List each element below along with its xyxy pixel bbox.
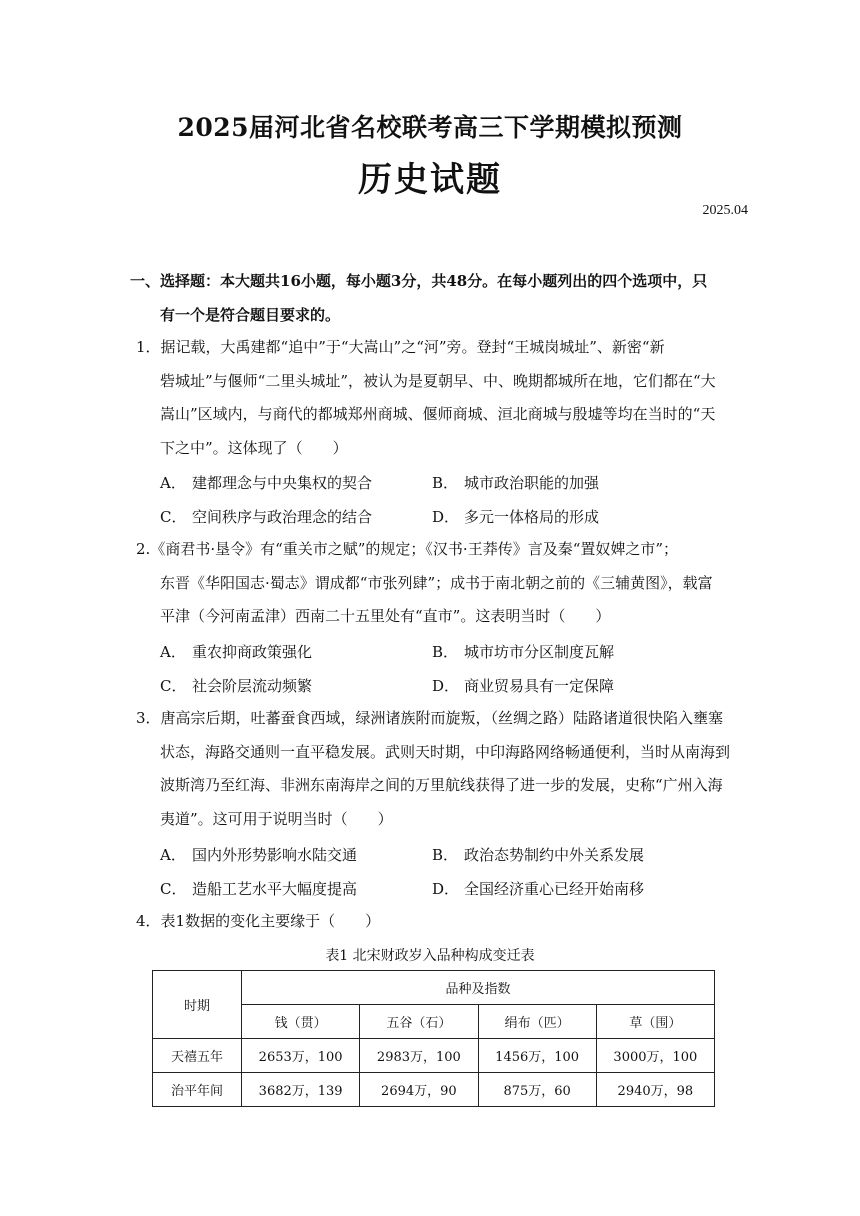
option-text: 空间秩序与政治理念的结合 [192, 508, 373, 526]
period-cell: 天禧五年 [153, 1039, 242, 1073]
exam-date: 2025.04 [702, 203, 748, 218]
option-letter: B． [432, 846, 459, 864]
section-heading [130, 264, 750, 332]
group-header: 品种及指数 [242, 971, 715, 1005]
section-heading-line-1: 一、选择题：本大题共16小题，每小题3分，共48分。在每小题列出的四个选项中，只 [130, 272, 708, 290]
question-3 [136, 702, 736, 836]
option-d[interactable] [432, 878, 644, 899]
option-letter: A． [160, 643, 186, 661]
option-text: 造船工艺水平大幅度提高 [192, 880, 358, 898]
table-cell: 2940万，98 [596, 1073, 714, 1107]
option-letter: D． [432, 880, 460, 898]
option-c[interactable] [160, 675, 312, 696]
option-a[interactable] [160, 641, 312, 662]
table-header-row [153, 971, 715, 1005]
table-row [153, 1073, 715, 1107]
question-1 [136, 331, 736, 465]
period-cell: 治平年间 [153, 1073, 242, 1107]
question-number: 3． [136, 709, 161, 727]
option-text: 城市政治职能的加强 [464, 474, 600, 492]
option-letter: B． [432, 474, 459, 492]
column-header: 绢布（匹） [478, 1005, 596, 1039]
question-text-line: 嵩山”区域内，与商代的都城郑州商城、偃师商城、洹北商城与殷墟等均在当时的“天 [160, 405, 716, 423]
option-letter: C． [160, 880, 187, 898]
question-text-line: 唐高宗后期，吐蕃蚕食西域，绿洲诸族附而旋叛，（丝绸之路）陆路诸道很快陷入壅塞 [160, 709, 724, 727]
question-4 [136, 905, 736, 939]
question-text-line: 平津（今河南孟津）西南二十五里处有“直市”。这表明当时（ ） [160, 607, 611, 625]
table-caption: 表1 北宋财政岁入品种构成变迁表 [325, 948, 535, 964]
question-text-line: 据记载，大禹建都“追中”于“大嵩山”之“河”旁。登封“王城岗城址”、新密“新 [160, 338, 665, 356]
period-header: 时期 [153, 971, 242, 1039]
table-cell: 2653万，100 [242, 1039, 360, 1073]
table-cell: 2694万，90 [360, 1073, 478, 1107]
question-number: 2. [136, 540, 151, 558]
data-table [152, 970, 715, 1107]
option-letter: A． [160, 846, 186, 864]
option-text: 政治态势制约中外关系发展 [464, 846, 645, 864]
exam-subject-title: 历史试题 [358, 160, 502, 200]
question-text-line: 《商君书·垦令》有“重关市之赋”的规定；《汉书·王莽传》言及秦“置奴婢之市”； [150, 540, 679, 558]
option-letter: A． [160, 474, 186, 492]
option-text: 社会阶层流动频繁 [192, 677, 313, 695]
option-a[interactable] [160, 472, 372, 493]
table-cell: 2983万，100 [360, 1039, 478, 1073]
option-c[interactable] [160, 878, 357, 899]
column-header: 五谷（石） [360, 1005, 478, 1039]
question-2 [136, 533, 736, 634]
question-text-line: 砦城址”与偃师“二里头城址”，被认为是夏朝早、中、晚期都城所在地，它们都在“大 [160, 371, 716, 390]
option-c[interactable] [160, 506, 372, 527]
option-text: 全国经济重心已经开始南移 [464, 880, 645, 898]
column-header: 草（围） [596, 1005, 714, 1039]
option-letter: B． [432, 643, 459, 661]
question-text-line: 表1数据的变化主要缘于（ ） [160, 912, 381, 930]
question-text-line: 波斯湾乃至红海、非洲东南海岸之间的万里航线获得了进一步的发展，史称“广州入海 [160, 776, 723, 794]
option-a[interactable] [160, 844, 357, 865]
option-b[interactable] [432, 641, 614, 662]
column-header: 钱（贯） [242, 1005, 360, 1039]
option-b[interactable] [432, 844, 644, 865]
question-text-line: 东晋《华阳国志·蜀志》谓成都“市张列肆”；成书于南北朝之前的《三辅黄图》，载富 [160, 573, 713, 592]
table-cell: 3000万，100 [596, 1039, 714, 1073]
table-cell: 1456万，100 [478, 1039, 596, 1073]
option-d[interactable] [432, 675, 614, 696]
option-letter: D． [432, 508, 460, 526]
table-row [153, 1039, 715, 1073]
option-text: 建都理念与中央集权的契合 [192, 474, 373, 492]
option-letter: C． [160, 508, 187, 526]
table-cell: 3682万，139 [242, 1073, 360, 1107]
option-b[interactable] [432, 472, 599, 493]
option-text: 多元一体格局的形成 [464, 508, 600, 526]
question-text-line: 下之中”。这体现了（ ） [160, 438, 348, 457]
option-text: 国内外形势影响水陆交通 [192, 846, 358, 864]
option-letter: D． [432, 677, 460, 695]
option-d[interactable] [432, 506, 599, 527]
section-heading-line-2: 有一个是符合题目要求的。 [160, 306, 341, 324]
option-text: 重农抑商政策强化 [192, 643, 313, 661]
exam-title: 2025届河北省名校联考高三下学期模拟预测 [177, 113, 683, 142]
question-text-line: 夷道”。这可用于说明当时（ ） [160, 809, 393, 828]
option-text: 城市坊市分区制度瓦解 [464, 643, 615, 661]
option-text: 商业贸易具有一定保障 [464, 677, 615, 695]
option-letter: C． [160, 677, 187, 695]
table-cell: 875万，60 [478, 1073, 596, 1107]
question-text-line: 状态，海路交通则一直平稳发展。武则天时期，中印海路网络畅通便利，当时从南海到 [160, 742, 731, 761]
question-number: 1． [136, 338, 161, 356]
question-number: 4． [136, 912, 161, 930]
